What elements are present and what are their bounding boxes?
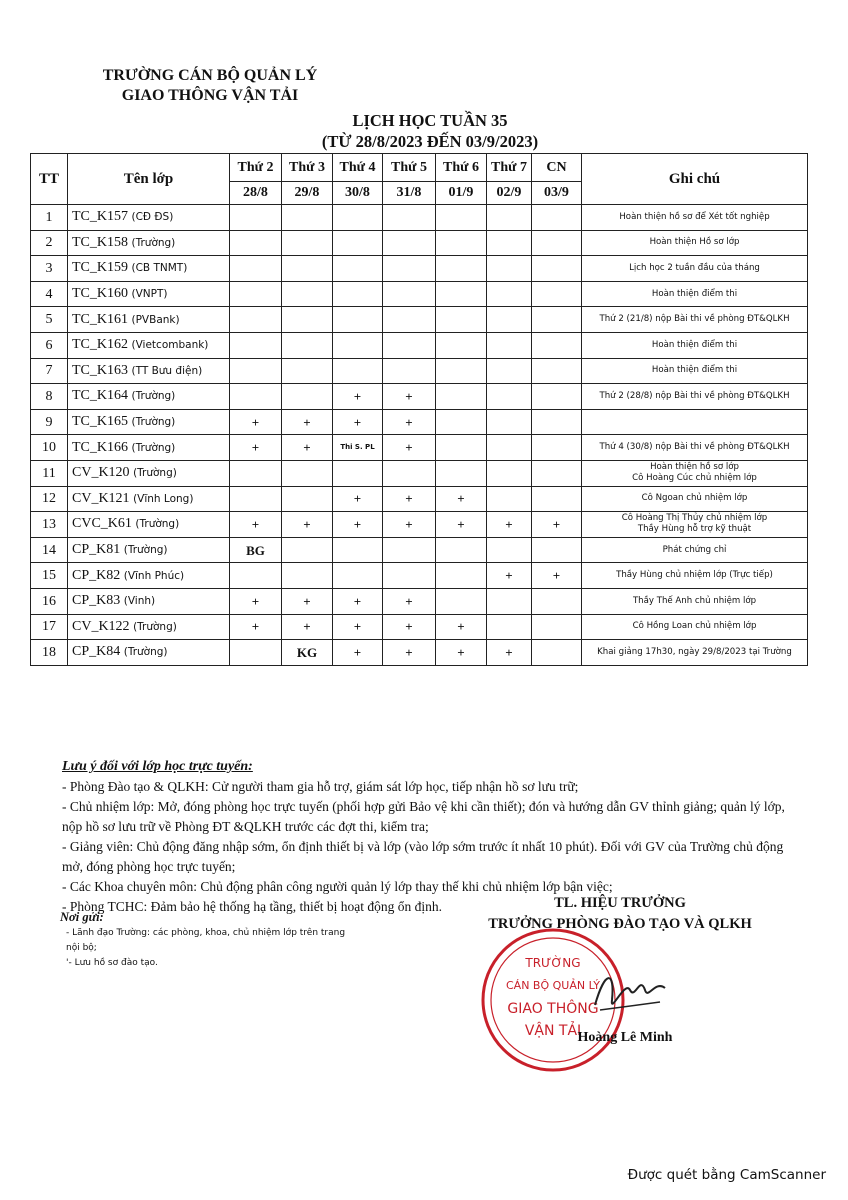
schedule-cell (436, 358, 487, 384)
table-row (31, 384, 808, 410)
row-number: 12 (31, 486, 68, 512)
table-row (31, 588, 808, 614)
row-number: 14 (31, 537, 68, 563)
note-cell: Cô Hoàng Thị Thủy chủ nhiệm lớp Thầy Hùng hỗ trợ kỹ thuật (582, 512, 808, 538)
schedule-cell: + (333, 409, 383, 435)
schedule-cell (532, 460, 582, 486)
class-code: TC_K160 (72, 286, 128, 302)
schedule-cell (333, 281, 383, 307)
schedule-cell (487, 205, 532, 231)
schedule-cell: + (383, 614, 436, 640)
schedule-cell (532, 409, 582, 435)
header-date: 28/8 (230, 182, 282, 205)
header-day: Thứ 7 (487, 154, 532, 182)
header-date: 03/9 (532, 182, 582, 205)
row-number: 18 (31, 640, 68, 666)
schedule-cell (532, 332, 582, 358)
class-name-cell (68, 332, 230, 358)
row-number: 10 (31, 435, 68, 461)
table-row (31, 307, 808, 333)
note-cell: Hoàn thiện hồ sơ để Xét tốt nghiệp (582, 205, 808, 231)
class-code: TC_K158 (72, 234, 128, 250)
class-name-cell (68, 281, 230, 307)
table-row (31, 640, 808, 666)
schedule-cell (532, 614, 582, 640)
schedule-cell: + (436, 614, 487, 640)
schedule-cell: + (333, 614, 383, 640)
class-location: (Trường) (131, 416, 176, 429)
class-location: (Trường) (123, 646, 168, 659)
schedule-cell: + (487, 512, 532, 538)
header-tt: TT (31, 154, 68, 205)
schedule-cell: KG (282, 640, 333, 666)
table-row (31, 256, 808, 282)
schedule-cell (282, 384, 333, 410)
class-code: TC_K164 (72, 388, 128, 404)
class-location: (Trường) (133, 620, 177, 633)
schedule-cell (230, 256, 282, 282)
class-name-cell (68, 614, 230, 640)
class-location: (Trường) (131, 236, 176, 249)
schedule-cell: + (333, 384, 383, 410)
schedule-cell (333, 332, 383, 358)
schedule-cell (487, 332, 532, 358)
schedule-cell (436, 563, 487, 589)
schedule-cell (383, 537, 436, 563)
schedule-cell (532, 588, 582, 614)
schedule-cell: + (383, 486, 436, 512)
schedule-cell (282, 256, 333, 282)
row-number: 17 (31, 614, 68, 640)
schedule-cell (333, 537, 383, 563)
schedule-cell: + (436, 640, 487, 666)
class-name-cell (68, 512, 230, 538)
schedule-cell (230, 640, 282, 666)
header-notes: Ghi chú (582, 154, 808, 205)
schedule-cell (532, 307, 582, 333)
row-number: 13 (31, 512, 68, 538)
handwritten-signature (590, 960, 670, 1020)
class-location: (CĐ ĐS) (131, 211, 174, 224)
header-day: Thứ 4 (333, 154, 383, 182)
schedule-cell (436, 537, 487, 563)
class-code: CP_K84 (72, 644, 121, 660)
schedule-cell: + (333, 512, 383, 538)
notes-heading: Lưu ý đối với lớp học trực tuyến: (62, 759, 253, 774)
schedule-cell (282, 358, 333, 384)
note-cell: Hoàn thiện điểm thi (582, 281, 808, 307)
header-row-days (31, 154, 808, 182)
class-code: CVC_K61 (72, 516, 132, 532)
class-name-cell (68, 640, 230, 666)
schedule-cell (333, 460, 383, 486)
schedule-cell: BG (230, 537, 282, 563)
row-number: 3 (31, 256, 68, 282)
schedule-cell (532, 230, 582, 256)
schedule-cell: + (532, 563, 582, 589)
class-name-cell (68, 563, 230, 589)
class-location: (TT Bưu điện) (131, 364, 203, 377)
table-row (31, 409, 808, 435)
schedule-cell (282, 281, 333, 307)
schedule-cell (282, 307, 333, 333)
recipients-label: Nơi gửi: (60, 910, 104, 924)
schedule-cell (532, 640, 582, 666)
schedule-cell (230, 307, 282, 333)
row-number: 4 (31, 281, 68, 307)
recipient-item: '- Lưu hồ sơ đào tạo. (66, 958, 158, 968)
note-cell: Hoàn thiện điểm thi (582, 358, 808, 384)
schedule-cell (230, 563, 282, 589)
schedule-cell (333, 205, 383, 231)
note-cell: Lịch học 2 tuần đầu của tháng (582, 256, 808, 282)
recipient-item: - Lãnh đạo Trường: các phòng, khoa, chủ nhiệm lớp trên trang nội bộ; (66, 928, 346, 953)
schedule-cell: + (230, 409, 282, 435)
note-cell: Hoàn thiện Hồ sơ lớp (582, 230, 808, 256)
recipients-block (60, 910, 350, 971)
note-cell: Khai giảng 17h30, ngày 29/8/2023 tại Trường (582, 640, 808, 666)
schedule-cell (487, 435, 532, 461)
schedule-cell (487, 281, 532, 307)
table-row (31, 537, 808, 563)
schedule-cell (230, 230, 282, 256)
schedule-cell (487, 256, 532, 282)
class-location: (CB TNMT) (131, 262, 188, 275)
class-code: CP_K82 (72, 567, 121, 583)
schedule-cell (383, 230, 436, 256)
schedule-cell: + (333, 486, 383, 512)
class-name-cell (68, 460, 230, 486)
note-cell: Thứ 2 (28/8) nộp Bài thi về phòng ĐT&QLKH (582, 384, 808, 410)
schedule-cell (487, 588, 532, 614)
schedule-cell (487, 486, 532, 512)
schedule-cell (436, 256, 487, 282)
schedule-cell: + (282, 409, 333, 435)
class-name-cell (68, 384, 230, 410)
schedule-cell (383, 460, 436, 486)
row-number: 6 (31, 332, 68, 358)
schedule-cell: + (333, 588, 383, 614)
class-location: (VNPT) (131, 288, 168, 301)
header-day: Thứ 5 (383, 154, 436, 182)
schedule-cell (532, 537, 582, 563)
class-name-cell (68, 307, 230, 333)
schedule-cell (436, 281, 487, 307)
note-cell: Phát chứng chỉ (582, 537, 808, 563)
class-code: TC_K166 (72, 439, 128, 455)
schedule-cell (230, 460, 282, 486)
table-row (31, 281, 808, 307)
schedule-cell: + (333, 640, 383, 666)
schedule-cell (487, 358, 532, 384)
header-day: Thứ 2 (230, 154, 282, 182)
schedule-cell: + (383, 435, 436, 461)
class-name-cell (68, 537, 230, 563)
class-code: TC_K161 (72, 311, 128, 327)
schedule-cell (333, 307, 383, 333)
class-name-cell (68, 358, 230, 384)
schedule-cell (532, 281, 582, 307)
schedule-cell (487, 614, 532, 640)
schedule-cell: + (282, 588, 333, 614)
class-code: TC_K159 (72, 260, 128, 276)
header-day: Thứ 6 (436, 154, 487, 182)
schedule-cell: + (230, 614, 282, 640)
class-name-cell (68, 588, 230, 614)
schedule-cell (487, 307, 532, 333)
schedule-cell (383, 307, 436, 333)
header-day: Thứ 3 (282, 154, 333, 182)
schedule-cell (436, 409, 487, 435)
schedule-cell: Thi S. PL (333, 435, 383, 461)
header-class-name: Tên lớp (68, 154, 230, 205)
note-item: - Chủ nhiệm lớp: Mở, đóng phòng học trực tuyến (phối hợp gửi Bảo vệ khi cần thiết); đón và hướng dẫn GV thỉnh giảng; quản lý lớp, nộp hồ sơ lưu trữ về Phòng ĐT &QLKH trước các đợt thi, kiểm tra; (62, 799, 785, 834)
schedule-cell (532, 205, 582, 231)
schedule-cell (333, 358, 383, 384)
class-name-cell (68, 435, 230, 461)
schedule-cell: + (282, 435, 333, 461)
stamp-text: CÁN BỘ QUẢN LÝ (506, 979, 600, 992)
stamp-text: VẬN TẢI (524, 1023, 582, 1039)
schedule-cell: + (383, 384, 436, 410)
schedule-cell (282, 205, 333, 231)
note-cell: Cô Ngoan chủ nhiệm lớp (582, 486, 808, 512)
schedule-cell (487, 409, 532, 435)
note-cell: Hoàn thiện điểm thi (582, 332, 808, 358)
schedule-cell (230, 205, 282, 231)
schedule-cell: + (383, 409, 436, 435)
note-cell: Hoàn thiện hồ sơ lớp Cô Hoàng Cúc chủ nhiệm lớp (582, 460, 808, 486)
schedule-cell (487, 537, 532, 563)
schedule-cell (487, 460, 532, 486)
schedule-cell (532, 435, 582, 461)
date-range: (TỪ 28/8/2023 ĐẾN 03/9/2023) (321, 132, 539, 151)
row-number: 1 (31, 205, 68, 231)
signature-title: TL. HIỆU TRƯỞNG (554, 895, 686, 911)
note-item: - Phòng TCHC: Đảm bảo hệ thống hạ tầng, thiết bị hoạt động ổn định. (62, 899, 442, 914)
class-code: TC_K162 (72, 337, 128, 353)
scanner-watermark: Được quét bằng CamScanner (627, 1167, 826, 1183)
note-cell: Cô Hồng Loan chủ nhiệm lớp (582, 614, 808, 640)
schedule-table (30, 153, 808, 666)
schedule-cell: + (383, 512, 436, 538)
table-row (31, 332, 808, 358)
schedule-cell (487, 384, 532, 410)
schedule-cell (532, 486, 582, 512)
schedule-cell: + (230, 512, 282, 538)
row-number: 7 (31, 358, 68, 384)
table-row (31, 460, 808, 486)
schedule-cell: + (230, 435, 282, 461)
schedule-cell: + (436, 512, 487, 538)
schedule-cell (436, 307, 487, 333)
table-row (31, 435, 808, 461)
row-number: 8 (31, 384, 68, 410)
schedule-cell (487, 230, 532, 256)
row-number: 16 (31, 588, 68, 614)
schedule-cell (532, 256, 582, 282)
class-code: CV_K121 (72, 490, 130, 506)
header-date: 30/8 (333, 182, 383, 205)
table-row (31, 563, 808, 589)
schedule-cell (282, 563, 333, 589)
note-cell: Thứ 4 (30/8) nộp Bài thi về phòng ĐT&QLKH (582, 435, 808, 461)
row-number: 11 (31, 460, 68, 486)
class-location: (PVBank) (131, 313, 180, 326)
class-location: (Trường) (131, 390, 176, 403)
note-cell (582, 409, 808, 435)
schedule-cell (230, 358, 282, 384)
schedule-cell (333, 256, 383, 282)
table-row (31, 614, 808, 640)
class-location: (Trường) (123, 544, 168, 557)
class-location: (Vietcombank) (131, 339, 209, 352)
class-code: CP_K81 (72, 542, 121, 558)
class-code: TC_K157 (72, 209, 128, 225)
schedule-cell (436, 205, 487, 231)
table-row (31, 486, 808, 512)
header-date: 02/9 (487, 182, 532, 205)
class-name-cell (68, 256, 230, 282)
class-name-cell (68, 409, 230, 435)
title-line: LỊCH HỌC TUẦN 35 (352, 111, 508, 130)
row-number: 5 (31, 307, 68, 333)
schedule-cell: + (230, 588, 282, 614)
class-location: (Trường) (135, 518, 180, 531)
schedule-cell (230, 384, 282, 410)
schedule-cell (282, 230, 333, 256)
schedule-cell: + (487, 563, 532, 589)
class-location: (Trường) (131, 441, 176, 454)
schedule-cell (282, 332, 333, 358)
class-location: (Vinh) (123, 595, 156, 608)
class-location: (Vĩnh Phúc) (123, 569, 185, 582)
stamp-text: GIAO THÔNG (507, 1001, 599, 1017)
note-cell: Thứ 2 (21/8) nộp Bài thi về phòng ĐT&QLKH (582, 307, 808, 333)
row-number: 2 (31, 230, 68, 256)
class-code: CP_K83 (72, 593, 121, 609)
note-item: - Giảng viên: Chủ động đăng nhập sớm, ổn định thiết bị và lớp (vào lớp sớm trước ít nhất 10 phút). Đối với GV của Trường chủ động mở, đóng phòng học trực tuyến; (62, 839, 784, 874)
schedule-cell (230, 486, 282, 512)
schedule-cell (532, 384, 582, 410)
class-code: CV_K122 (72, 618, 130, 634)
table-row (31, 205, 808, 231)
schedule-cell (383, 358, 436, 384)
note-cell: Thầy Hùng chủ nhiệm lớp (Trực tiếp) (582, 563, 808, 589)
schedule-cell (333, 230, 383, 256)
class-name-cell (68, 230, 230, 256)
schedule-cell (436, 435, 487, 461)
schedule-cell (282, 460, 333, 486)
note-item: - Các Khoa chuyên môn: Chủ động phân công người quản lý lớp thay thế khi chủ nhiệm lớp bận việc; (62, 879, 613, 894)
schedule-cell (436, 460, 487, 486)
note-item: - Phòng Đào tạo & QLKH: Cử người tham gia hỗ trợ, giám sát lớp học, tiếp nhận hồ sơ lưu trữ; (62, 779, 579, 794)
header-day: CN (532, 154, 582, 182)
signer-name: Hoàng Lê Minh (577, 1030, 673, 1045)
schedule-cell: + (487, 640, 532, 666)
schedule-cell (436, 230, 487, 256)
schedule-cell: + (436, 486, 487, 512)
schedule-cell: + (383, 588, 436, 614)
schedule-cell (230, 332, 282, 358)
school-name-line2: GIAO THÔNG VẬN TẢI (121, 87, 299, 104)
schedule-body (31, 205, 808, 666)
schedule-cell: + (282, 614, 333, 640)
row-number: 9 (31, 409, 68, 435)
schedule-cell (436, 588, 487, 614)
schedule-cell (383, 281, 436, 307)
note-cell: Thầy Thế Anh chủ nhiệm lớp (582, 588, 808, 614)
schedule-cell (383, 563, 436, 589)
schedule-cell (230, 281, 282, 307)
header-date: 31/8 (383, 182, 436, 205)
schedule-cell: + (282, 512, 333, 538)
schedule-cell (383, 332, 436, 358)
class-name-cell (68, 205, 230, 231)
signature-position: TRƯỞNG PHÒNG ĐÀO TẠO VÀ QLKH (488, 916, 752, 932)
class-code: TC_K165 (72, 414, 128, 430)
schedule-title (250, 110, 610, 152)
schedule-cell: + (383, 640, 436, 666)
class-code: CV_K120 (72, 465, 130, 481)
schedule-cell (333, 563, 383, 589)
schedule-cell (383, 256, 436, 282)
table-row (31, 230, 808, 256)
schedule-cell (282, 486, 333, 512)
table-row (31, 358, 808, 384)
header-date: 29/8 (282, 182, 333, 205)
schedule-cell (383, 205, 436, 231)
class-location: (Vĩnh Long) (133, 492, 194, 505)
row-number: 15 (31, 563, 68, 589)
schedule-cell (532, 358, 582, 384)
school-name-line1: TRƯỜNG CÁN BỘ QUẢN LÝ (102, 67, 318, 84)
class-name-cell (68, 486, 230, 512)
stamp-text: TRƯỜNG (525, 956, 581, 970)
class-location: (Trường) (133, 467, 177, 480)
schedule-cell: + (532, 512, 582, 538)
schedule-cell (282, 537, 333, 563)
schedule-cell (436, 332, 487, 358)
table-row (31, 512, 808, 538)
school-name (60, 66, 360, 106)
schedule-cell (436, 384, 487, 410)
class-code: TC_K163 (72, 362, 128, 378)
header-date: 01/9 (436, 182, 487, 205)
